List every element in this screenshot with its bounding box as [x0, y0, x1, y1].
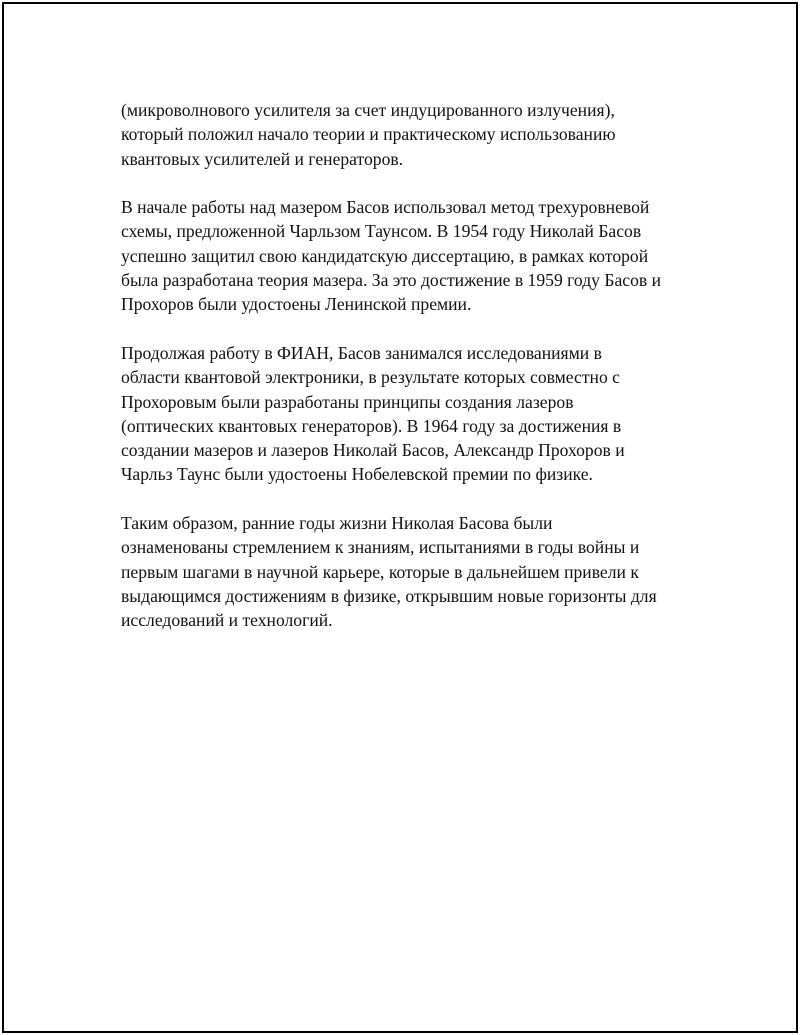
text-line: области квантовой электроники, в результате которых совместно с: [121, 367, 620, 388]
text-line: (оптических квантовых генераторов). В 1964 году за достижения в: [121, 415, 622, 436]
text-line: Продолжая работу в ФИАН, Басов занимался исследованиями в: [121, 342, 602, 363]
text-line: выдающимся достижениям в физике, открывшим новые горизонты для: [121, 585, 657, 606]
text-line: квантовых усилителей и генераторов.: [121, 148, 404, 169]
text-line: исследований и технологий.: [121, 610, 333, 631]
page-frame: [2, 2, 798, 1033]
paragraph-4: [121, 511, 691, 632]
text-line: В начале работы над мазером Басов использовал метод трехуровневой: [121, 197, 650, 218]
text-line: схемы, предложенной Чарльзом Таунсом. В 1954 году Николай Басов: [121, 221, 642, 242]
paragraph-2: [121, 195, 691, 316]
text-line: Прохоровым были разработаны принципы создания лазеров: [121, 391, 574, 412]
text-line: успешно защитил свою кандидатскую диссертацию, в рамках которой: [121, 245, 649, 266]
text-line: создании мазеров и лазеров Николай Басов, Александр Прохоров и: [121, 440, 625, 461]
text-line: (микроволнового усилителя за счет индуцированного излучения),: [121, 100, 615, 120]
text-line: Прохоров были удостоены Ленинской премии.: [121, 294, 472, 315]
text-line: первым шагами в научной карьере, которые в дальнейшем привели к: [121, 561, 639, 582]
document-body: [121, 98, 691, 657]
text-line: ознаменованы стремлением к знаниям, испытаниями в годы войны и: [121, 537, 640, 558]
text-line: Чарльз Таунс были удостоены Нобелевской премии по физике.: [121, 464, 593, 485]
paragraph-3: [121, 341, 691, 487]
text-line: Таким образом, ранние годы жизни Николая Басова были: [121, 513, 553, 534]
text-line: который положил начало теории и практическому использованию: [121, 124, 616, 145]
paragraph-1: [121, 98, 691, 171]
text-line: была разработана теория мазера. За это достижение в 1959 году Басов и: [121, 270, 661, 291]
